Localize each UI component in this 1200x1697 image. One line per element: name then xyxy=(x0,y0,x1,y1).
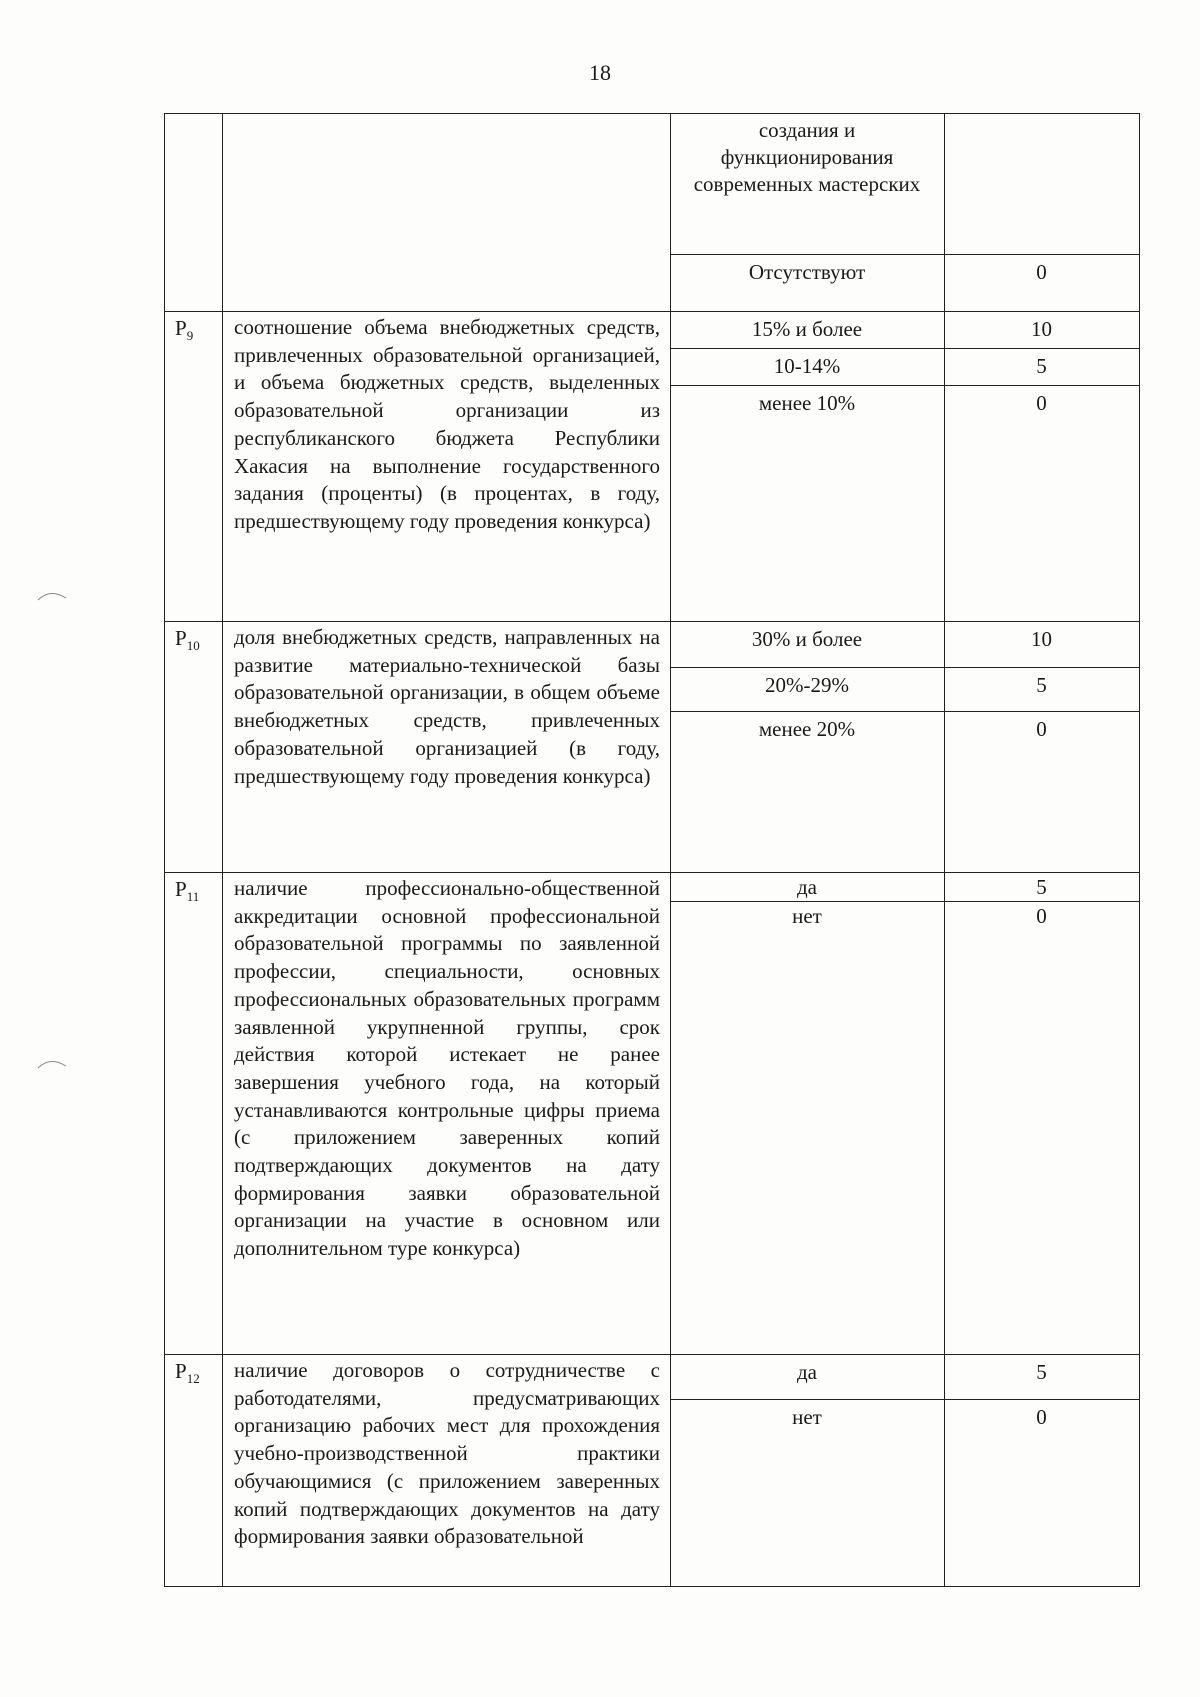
score-cell: 10 xyxy=(944,311,1140,349)
score-cell: 0 xyxy=(944,711,1140,873)
code-cell-empty xyxy=(164,113,223,312)
code-index: 12 xyxy=(186,1371,200,1387)
criterion-code xyxy=(164,311,223,622)
criterion-code xyxy=(164,872,223,1355)
criterion-code xyxy=(164,1354,223,1587)
option-cell: нет xyxy=(670,1399,945,1587)
code-index: 10 xyxy=(186,638,200,654)
code-index: 9 xyxy=(186,328,194,344)
scan-artifact-mark xyxy=(36,584,70,604)
option-cell: 20%-29% xyxy=(670,667,945,712)
option-cell: менее 20% xyxy=(670,711,945,873)
code-letter: P xyxy=(175,877,187,901)
score-cell: 5 xyxy=(944,872,1140,902)
criterion-description: соотношение объема внебюджетных средств, привлеченных образовательной организацией, и объема бюджетных средств, выделенных образовательной организации из республиканского бюджета Республики Хакасия на выполнение государственного задания (проценты) (в процентах, в году, предшествующему году проведения конкурса) xyxy=(222,311,671,622)
score-cell-continuation xyxy=(944,113,1140,255)
option-cell: 15% и более xyxy=(670,311,945,349)
code-letter: P xyxy=(175,1359,187,1383)
code-letter: P xyxy=(175,626,187,650)
option-cell: 30% и более xyxy=(670,621,945,668)
criterion-description: доля внебюджетных средств, направленных на развитие материально-технической базы образовательной организации, в общем объеме внебюджетных средств, привлеченных образовательной организацией (в году, предшествующему году проведения конкурса) xyxy=(222,621,671,873)
description-cell-empty xyxy=(222,113,671,312)
option-cell-absent: Отсутствуют xyxy=(670,254,945,312)
score-cell: 0 xyxy=(944,901,1140,1355)
score-cell: 0 xyxy=(944,1399,1140,1587)
criterion-description: наличие договоров о сотрудничестве с работодателями, предусматривающих организацию рабочих мест для прохождения учебно-производственной практики обучающимися (с приложением заверенных копий подтверждающих документов на дату формирования заявки образовательной xyxy=(222,1354,671,1587)
score-cell: 10 xyxy=(944,621,1140,668)
score-cell: 5 xyxy=(944,1354,1140,1400)
score-cell-absent: 0 xyxy=(944,254,1140,312)
score-cell: 5 xyxy=(944,348,1140,386)
option-cell: да xyxy=(670,872,945,902)
page-number: 18 xyxy=(589,60,611,85)
criterion-description: наличие профессионально-общественной аккредитации основной профессиональной образовательной программы по заявленной профессии, специальности, основных профессиональных образовательных программ заявленной укрупненной группы, срок действия которой истекает не ранее завершения учебного года, на который устанавливаются контрольные цифры приема (с приложением заверенных копий подтверждающих документов на дату формирования заявки образовательной организации на участие в основном или дополнительном туре конкурса) xyxy=(222,872,671,1355)
option-cell: да xyxy=(670,1354,945,1400)
scan-artifact-mark xyxy=(36,1052,70,1072)
option-cell: нет xyxy=(670,901,945,1355)
code-letter: P xyxy=(175,316,187,340)
criterion-code xyxy=(164,621,223,873)
option-cell: 10-14% xyxy=(670,348,945,386)
score-cell: 0 xyxy=(944,385,1140,622)
option-cell-continuation: создания и функционирования современных мастерских xyxy=(670,113,945,255)
code-index: 11 xyxy=(186,889,200,905)
option-cell: менее 10% xyxy=(670,385,945,622)
score-cell: 5 xyxy=(944,667,1140,712)
